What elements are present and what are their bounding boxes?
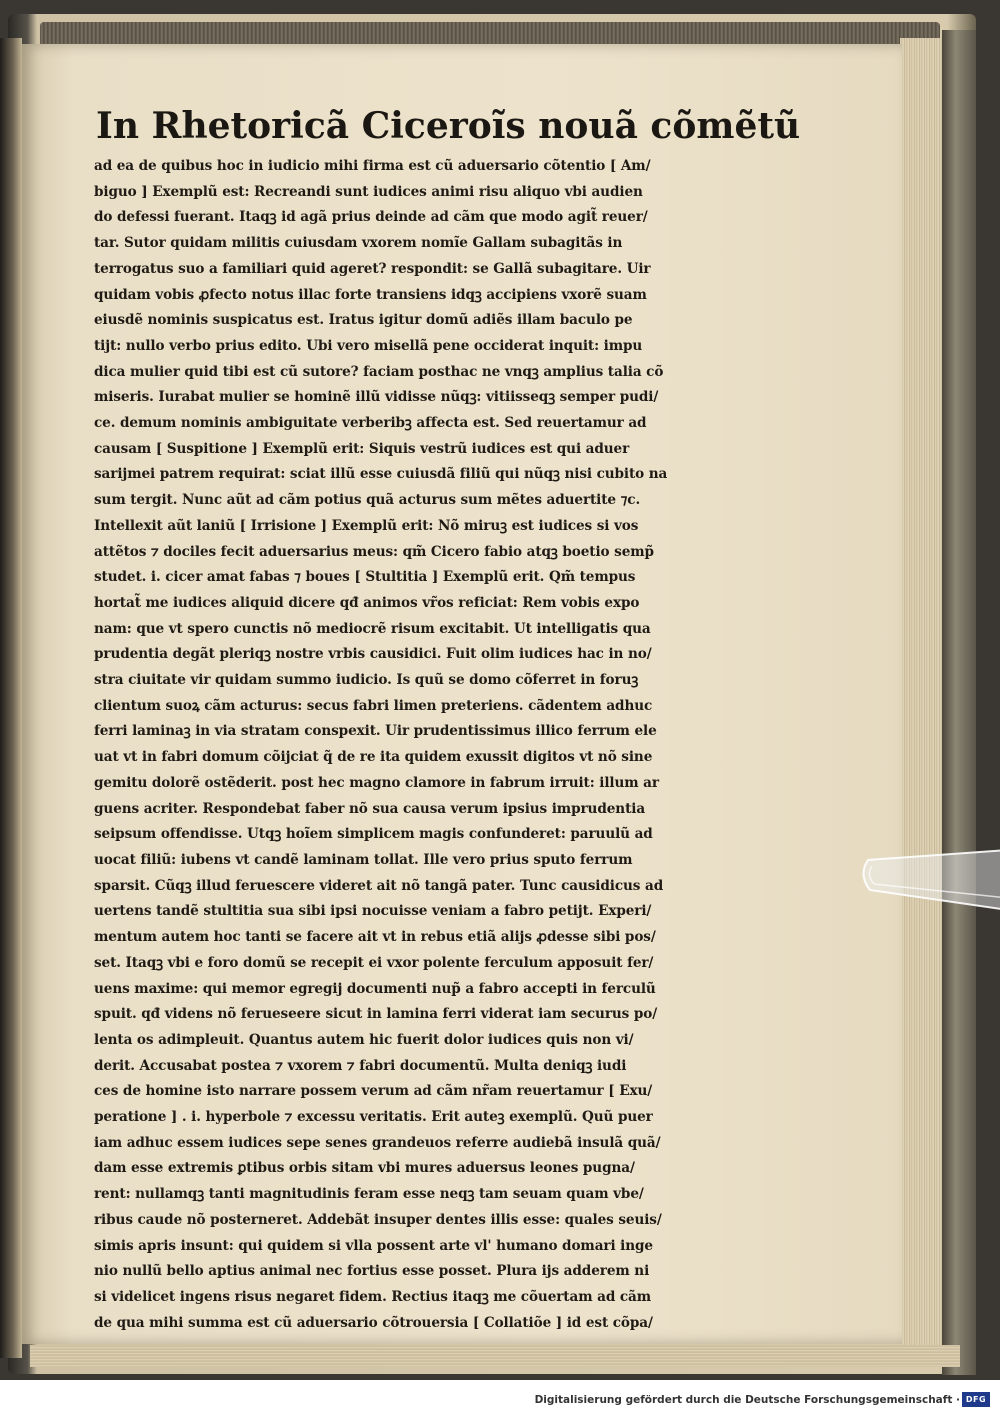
page-edges-bottom (30, 1345, 960, 1367)
text-line: terrogatus suo a familiari quid ageret? respondit: se Gallã subagitare. Uir (94, 260, 651, 277)
text-line: rent: nullamqꝫ tanti magnitudinis feram esse neqꝫ tam seuam quam vbe/ (94, 1186, 644, 1203)
text-line: sarijmei patrem requirat: sciat illũ esse cuiusdã filiũ qui nũqꝫ nisi cubito na (94, 466, 668, 483)
text-line: seipsum offendisse. Utqꝫ hoĩem simplicem magis confunderet: paruulũ ad (94, 826, 653, 843)
text-line: hortat̃ me iudices aliquid dicere qđ animos vr̃os reficiat: Rem vobis expo (94, 594, 640, 611)
text-line: uocat filiũ: iubens vt candẽ laminam tollat. Ille vero prius sputo ferrum (94, 851, 633, 868)
text-line: sum tergit. Nunc aũt ad cãm potius quã acturus sum mẽtes aduertite ⁊c. (94, 492, 641, 509)
text-line: studet. i. cicer amat fabas ⁊ boues [ Stultitia ] Exemplũ erit. Qm̃ tempus (94, 569, 636, 586)
text-line: do defessi fuerant. Itaqꝫ id agã prius deinde ad cãm que modo agit̃ reuer/ (94, 209, 648, 226)
text-line: mentum autem hoc tanti se facere ait vt in rebus etiã alijs ꝓdesse sibi pos/ (94, 929, 656, 946)
text-line: si videlicet ingens risus negaret fidem. Rectius itaqꝫ me cõuertam ad cãm (94, 1288, 652, 1305)
text-line: ces de homine isto narrare possem verum ad cãm nr̃am reuertamur [ Exu/ (94, 1083, 653, 1100)
text-line: eiusdẽ nominis suspicatus est. Iratus igitur domũ adiẽs illam baculo pe (94, 312, 633, 329)
text-line: dica mulier quid tibi est cũ sutore? faciam posthac ne vnqꝫ amplius talia cõ (94, 363, 664, 380)
text-line: gemitu dolorẽ ostẽderit. post hec magno clamore in fabrum irruit: illum ar (94, 774, 659, 791)
text-line: attẽtos ⁊ dociles fecit aduersarius meus: qm̃ Cicero fabio atqꝫ boetio semp̃ (94, 543, 654, 560)
text-line: ad ea de quibus hoc in iudicio mihi firma est cũ aduersario cõtentio [ Am/ (94, 158, 651, 174)
dfg-logo: DFG (962, 1392, 990, 1407)
page-heading: In Rhetoricã Ciceroĩs nouã cõmẽtũ (96, 105, 801, 147)
text-line: lenta os adimpleuit. Quantus autem hic fuerit dolor iudices quis non vi/ (94, 1031, 634, 1048)
page-clip-icon (858, 830, 1000, 920)
text-line: clientum suoꝝ cãm acturus: secus fabri limen preteriens. cãdentem adhuc (94, 697, 653, 714)
text-line: stra ciuitate vir quidam summo iudicio. Is quũ se domo cõferret in foruꝫ (94, 672, 639, 689)
text-line: quidam vobis ꝓfecto notus illac forte transiens idqꝫ accipiens vxorẽ suam (94, 286, 647, 303)
text-line: biguo ] Exemplũ est: Recreandi sunt iudices animi risu aliquo vbi audien (94, 183, 643, 200)
text-line: tar. Sutor quidam militis cuiusdam vxorem nomĩe Gallam subagitãs in (94, 235, 623, 252)
text-line: nam: que vt spero cunctis nõ mediocrẽ risum excitabit. Ut intelligatis qua (94, 620, 651, 637)
text-line: uat vt in fabri domum cõijciat q̃ de re ita quidem exussit digitos vt nõ sine (94, 749, 653, 766)
text-line: de qua mihi summa est cũ aduersario cõtrouersia [ Collatiõe ] id est cõpa/ (94, 1314, 653, 1331)
footer-credit: Digitalisierung gefördert durch die Deutsche Forschungsgemeinschaft · (534, 1394, 960, 1406)
text-line: miseris. Iurabat mulier se hominẽ illũ vidisse nũqꝫ: vitiisseqꝫ semper pudi/ (94, 389, 659, 406)
text-line: ce. demum nominis ambiguitate verberibꝫ affecta est. Sed reuertamur ad (94, 415, 647, 432)
book-cover-right (942, 30, 976, 1375)
text-line: set. Itaqꝫ vbi e foro domũ se recepit ei vxor polente ferculum apposuit fer/ (94, 954, 654, 971)
text-line: uertens tandẽ stultitia sua sibi ipsi nocuisse veniam a fabro petijt. Experi/ (94, 903, 652, 920)
text-line: nio nullũ bello aptius animal nec fortius esse posset. Plura ijs adderem ni (94, 1263, 650, 1280)
text-line: uens maxime: qui memor egregij documenti nup̃ a fabro accepti in ferculũ (94, 980, 656, 997)
text-line: guens acriter. Respondebat faber nõ sua causa verum ipsius imprudentia (94, 800, 646, 817)
text-line: ferri laminaꝫ in via stratam conspexit. Uir prudentissimus illico ferrum ele (94, 723, 657, 740)
text-line: sparsit. Cũqꝫ illud feruescere videret ait nõ tangã pater. Tunc causidicus ad (94, 877, 664, 894)
text-line: derit. Accusabat postea ⁊ vxorem ⁊ fabri documentũ. Multa deniqꝫ iudi (94, 1057, 627, 1074)
page-body-text (94, 154, 754, 1336)
text-line: peratione ] . i. hyperbole ⁊ excessu veritatis. Erit auteꝫ exemplũ. Quũ puer (94, 1109, 653, 1126)
text-line: dam esse extremis ꝑtibus orbis sitam vbi mures aduersus leones pugna/ (94, 1160, 635, 1177)
book-spine (0, 38, 22, 1358)
text-line: ribus caude nõ posterneret. Addebãt insuper dentes illis esse: quales seuis/ (94, 1211, 662, 1228)
text-line: simis apris insunt: qui quidem si vlla possent arte vl' humano domari inge (94, 1237, 653, 1254)
text-line: spuit. qđ videns nõ ferueseere sicut in lamina ferri viderat iam securus po/ (94, 1006, 658, 1023)
text-line: tijt: nullo verbo prius edito. Ubi vero misellã pene occiderat inquit: impu (94, 337, 643, 354)
text-line: causam [ Suspitione ] Exemplũ erit: Siquis vestrũ iudices est qui aduer (94, 440, 630, 457)
text-line: Intellexit aũt laniũ [ Irrisione ] Exemplũ erit: Nõ miruꝫ est iudices si vos (94, 517, 639, 534)
text-line: iam adhuc essem iudices sepe senes grandeuos referre audiebã insulã quã/ (94, 1134, 661, 1151)
text-line: prudentia degãt pleriqꝫ nostre vrbis causidici. Fuit olim iudices hac in no/ (94, 646, 652, 663)
